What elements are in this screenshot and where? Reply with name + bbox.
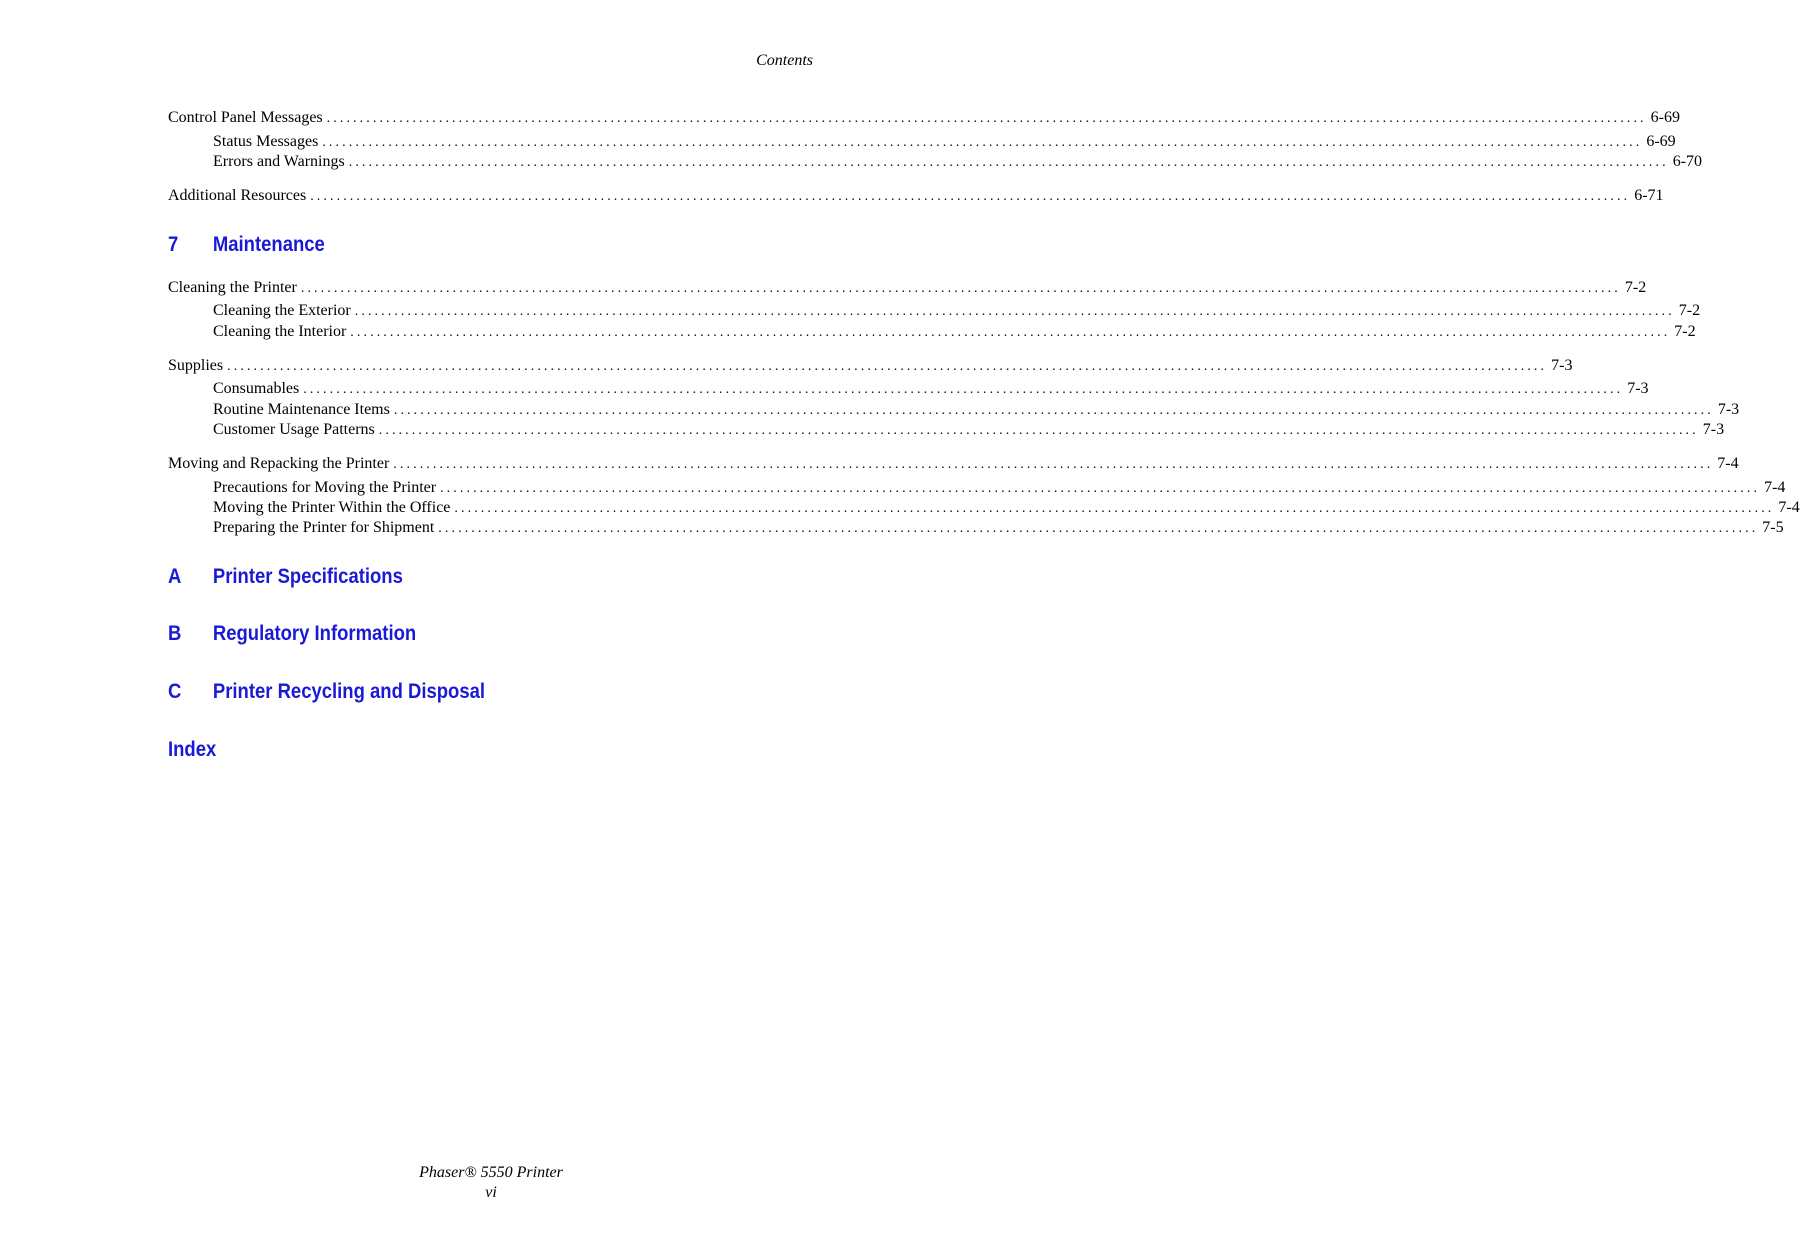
toc-entry-preparing-for-shipment[interactable]: Preparing the Printer for Shipment ........................................................................................................................................................................................................ 7-5 (213, 519, 1784, 536)
chapter-heading-printer-specifications[interactable] (168, 565, 403, 595)
toc-entry-page: 7-2 (1670, 321, 1695, 342)
toc-entry-page: 7-2 (1675, 300, 1700, 321)
footer-page-number: vi (485, 1184, 497, 1201)
toc-entry-page: 7-5 (1758, 517, 1783, 538)
toc-entry-page: 7-3 (1623, 378, 1648, 399)
toc-entry-page: 7-4 (1760, 477, 1785, 498)
toc-entry-page: 7-2 (1621, 277, 1646, 298)
toc-entry-page: 7-4 (1713, 453, 1738, 474)
toc-entry-page: 7-3 (1547, 355, 1572, 376)
chapter-title: Index (168, 738, 217, 761)
page-footer (0, 1163, 982, 1203)
toc-entry-additional-resources[interactable]: Additional Resources ........................................................................................................................................................................................................ 6-71 (168, 187, 1664, 204)
toc-entry-title: Precautions for Moving the Printer (213, 479, 437, 496)
chapter-title: Printer Specifications (212, 565, 403, 588)
chapter-title: Printer Recycling and Disposal (212, 680, 486, 703)
toc-entry-page: 6-70 (1669, 151, 1702, 172)
toc-entry-title: Control Panel Messages (168, 109, 323, 126)
chapter-heading-index[interactable] (168, 738, 216, 768)
toc-entry-title: Cleaning the Interior (213, 323, 347, 340)
toc-entry-title: Consumables (213, 380, 300, 397)
chapter-number: A (168, 565, 182, 588)
toc-entry-routine-maintenance-items[interactable]: Routine Maintenance Items ........................................................................................................................................................................................................ 7-3 (213, 401, 1740, 418)
toc-entry-consumables[interactable]: Consumables ........................................................................................................................................................................................................ 7-3 (213, 380, 1649, 397)
toc-entry-errors-and-warnings[interactable]: Errors and Warnings ........................................................................................................................................................................................................ 6-70 (213, 153, 1703, 170)
toc-entry-cleaning-the-interior[interactable]: Cleaning the Interior ........................................................................................................................................................................................................ 7-2 (213, 323, 1696, 340)
toc-entry-supplies[interactable]: Supplies ........................................................................................................................................................................................................ 7-3 (168, 357, 1573, 374)
toc-entry-moving-within-office[interactable]: Moving the Printer Within the Office ........................................................................................................................................................................................................ 7-4 (213, 499, 1800, 516)
chapter-number: B (168, 622, 182, 645)
toc-entry-title: Errors and Warnings (213, 153, 345, 170)
toc-entry-title: Status Messages (213, 133, 319, 150)
toc-entry-customer-usage-patterns[interactable]: Customer Usage Patterns ........................................................................................................................................................................................................ 7-3 (213, 421, 1725, 438)
footer-product-name: Phaser® 5550 Printer (419, 1164, 563, 1181)
toc-entry-title: Cleaning the Printer (168, 279, 297, 296)
toc-entry-status-messages[interactable]: Status Messages ........................................................................................................................................................................................................ 6-69 (213, 133, 1676, 150)
toc-entry-title: Moving the Printer Within the Office (213, 499, 451, 516)
chapter-heading-recycling-and-disposal[interactable] (168, 680, 485, 710)
toc-entry-page: 7-3 (1699, 419, 1724, 440)
toc-entry-title: Preparing the Printer for Shipment (213, 519, 435, 536)
chapter-heading-regulatory-information[interactable] (168, 622, 416, 652)
running-header: Contents (756, 52, 813, 69)
toc-entry-title: Customer Usage Patterns (213, 421, 375, 438)
chapter-number: C (168, 680, 182, 703)
toc-entry-page: 6-71 (1630, 185, 1663, 206)
toc-entry-title: Moving and Repacking the Printer (168, 455, 390, 472)
toc-entry-page: 7-4 (1774, 497, 1799, 518)
toc-entry-title: Additional Resources (168, 187, 307, 204)
toc-entry-title: Routine Maintenance Items (213, 401, 390, 418)
chapter-number: 7 (168, 233, 179, 256)
toc-entry-title: Cleaning the Exterior (213, 302, 351, 319)
toc-entry-precautions-for-moving[interactable]: Precautions for Moving the Printer ........................................................................................................................................................................................................ 7-4 (213, 479, 1786, 496)
toc-entry-page: 6-69 (1647, 107, 1680, 128)
toc-entry-page: 7-3 (1714, 399, 1739, 420)
toc-entry-cleaning-the-exterior[interactable]: Cleaning the Exterior ........................................................................................................................................................................................................ 7-2 (213, 302, 1701, 319)
toc-entry-title: Supplies (168, 357, 224, 374)
toc-entry-moving-and-repacking[interactable]: Moving and Repacking the Printer ........................................................................................................................................................................................................ 7-4 (168, 455, 1739, 472)
toc-entry-page: 6-69 (1642, 131, 1675, 152)
chapter-title: Maintenance (212, 233, 325, 256)
toc-entry-cleaning-the-printer[interactable]: Cleaning the Printer ........................................................................................................................................................................................................ 7-2 (168, 279, 1647, 296)
chapter-title: Regulatory Information (212, 622, 417, 645)
chapter-heading-maintenance[interactable] (168, 233, 325, 263)
toc-entry-control-panel-messages[interactable]: Control Panel Messages ........................................................................................................................................................................................................ 6-69 (168, 109, 1680, 126)
